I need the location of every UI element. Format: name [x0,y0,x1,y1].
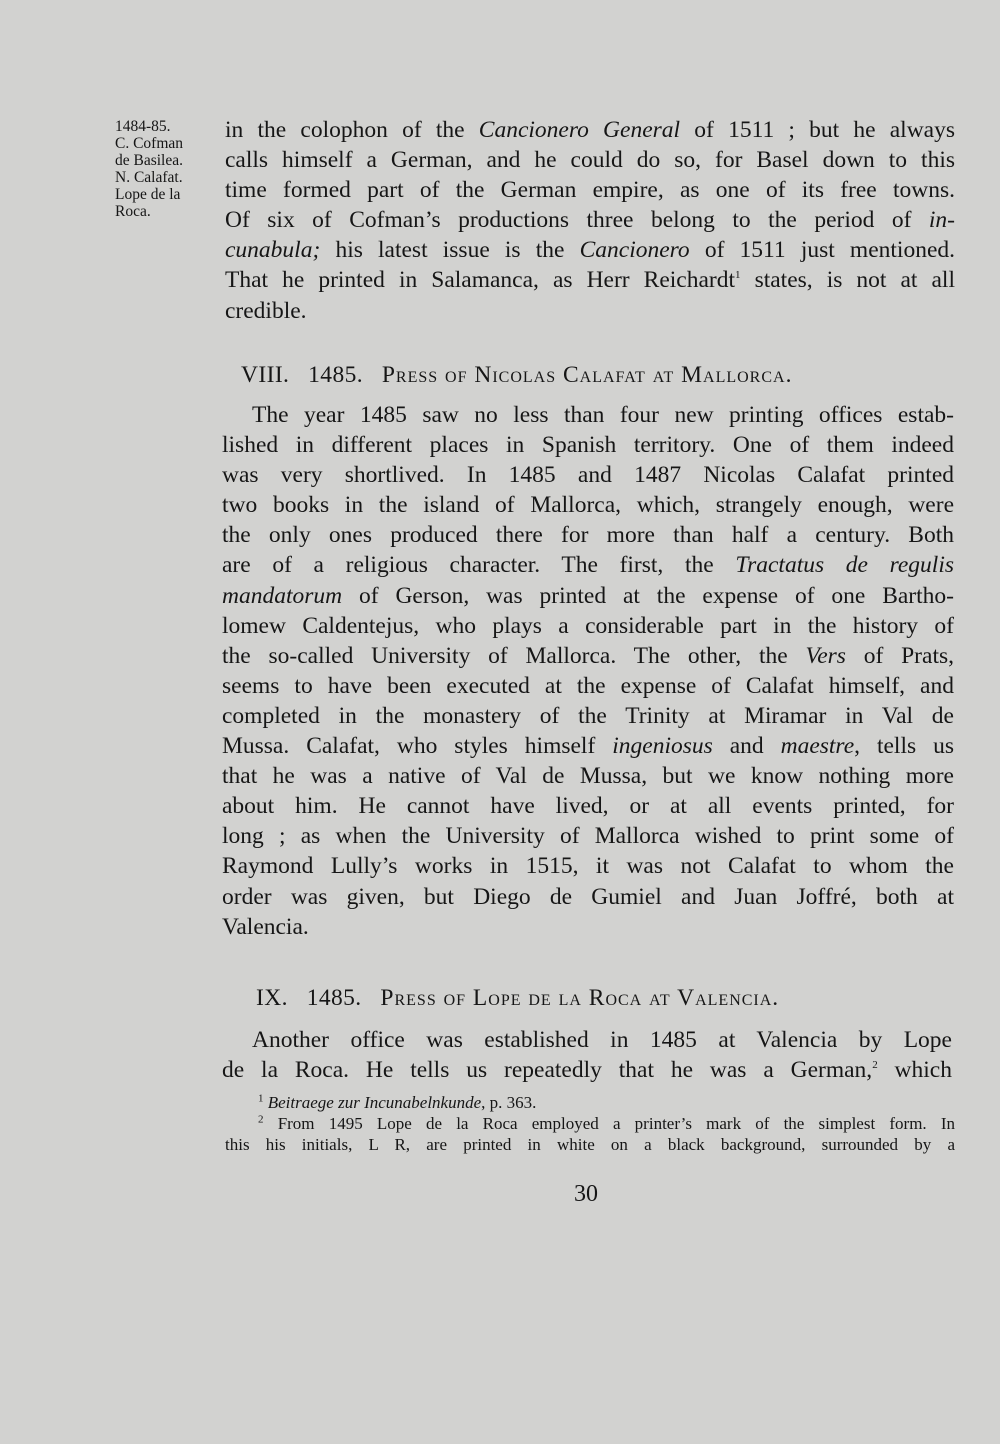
text-line: seems to have been executed at the expense of Calafat himself, and [222,672,954,699]
footnote-2-continued: this his initials, L R, are printed in white on a black background, surrounded by a [225,1135,955,1154]
text-line: order was given, but Diego de Gumiel and Juan Joffré, both at [222,883,954,910]
section-heading-viii: VIII. 1485. Press of Nicolas Calafat at Mallorca. [241,362,793,388]
text-line: Another office was established in 1485 at Valencia by Lope [252,1027,952,1053]
text-line: in the colophon of the Cancionero General of 1511 ; but he always [225,117,956,143]
text-line: Mussa. Calafat, who styles himself ingeniosus and maestre, tells us [222,733,954,760]
text-line: completed in the monastery of the Trinity at Miramar in Val de [222,702,954,729]
text-line: time formed part of the German empire, as one of its free towns. [225,177,955,204]
text-line: was very shortlived. In 1485 and 1487 Nicolas Calafat printed [222,462,954,489]
margin-note: C. Cofman [115,135,184,152]
footnote-2: $^2$ From 1495 Lope de la Roca employed a printer’s mark of the simplest form. In [258,1113,956,1133]
text-line: That he printed in Salamanca, as Herr Reichardt$^1$ states, is not at all [225,267,955,294]
margin-note: de Basilea. [115,152,184,169]
footnote-ref: 1 [735,269,741,282]
text-line: de la Roca. He tells us repeatedly that he was a German,$^2$ which [222,1057,952,1084]
margin-notes [115,118,225,220]
page-number: 30 [574,1181,598,1207]
paragraph-roca [222,1025,952,1085]
footnote-1: $^1$ Beitraege zur Incunabelnkunde, p. 363. [258,1092,537,1112]
text-line: the so-called University of Mallorca. The other, the Vers of Prats, [222,642,954,669]
text-line: the only ones produced there for more than half a century. Both [222,522,954,549]
footnotes [225,1092,956,1155]
text-line: lomew Caldentejus, who plays a considerable part in the history of [222,612,954,639]
margin-note: 1484-85. [115,118,171,135]
paragraph-colophon [225,115,955,326]
margin-note: Lope de la [115,186,181,203]
text-line: Raymond Lully’s works in 1515, it was not Calafat to whom the [222,853,954,880]
text-line: Valencia. [222,913,309,940]
text-line: about him. He cannot have lived, or at all events printed, for [222,793,954,820]
text-line: two books in the island of Mallorca, which, strangely enough, were [222,492,954,519]
margin-note: Roca. [115,203,151,220]
text-line: cunabula; his latest issue is the Cancionero of 1511 just mentioned. [225,237,956,264]
footnote-ref: 2 [872,1059,878,1072]
text-line: credible. [225,297,307,324]
paragraph-calafat [222,400,954,942]
margin-note: N. Calafat. [115,169,183,186]
text-line: long ; as when the University of Mallorca wished to print some of [222,823,954,850]
text-line: are of a religious character. The first, the Tractatus de regulis [222,552,954,579]
text-line: calls himself a German, and he could do so, for Basel down to this [225,147,955,174]
text-line: The year 1485 saw no less than four new printing offices estab- [252,402,954,428]
text-line: that he was a native of Val de Mussa, but we know nothing more [222,763,954,790]
text-line: Of six of Cofman’s productions three belong to the period of in- [225,207,955,234]
section-heading-ix: IX. 1485. Press of Lope de la Roca at Valencia. [256,985,780,1011]
text-line: mandatorum of Gerson, was printed at the expense of one Bartho- [222,582,954,609]
text-line: lished in different places in Spanish territory. One of them indeed [222,432,954,459]
